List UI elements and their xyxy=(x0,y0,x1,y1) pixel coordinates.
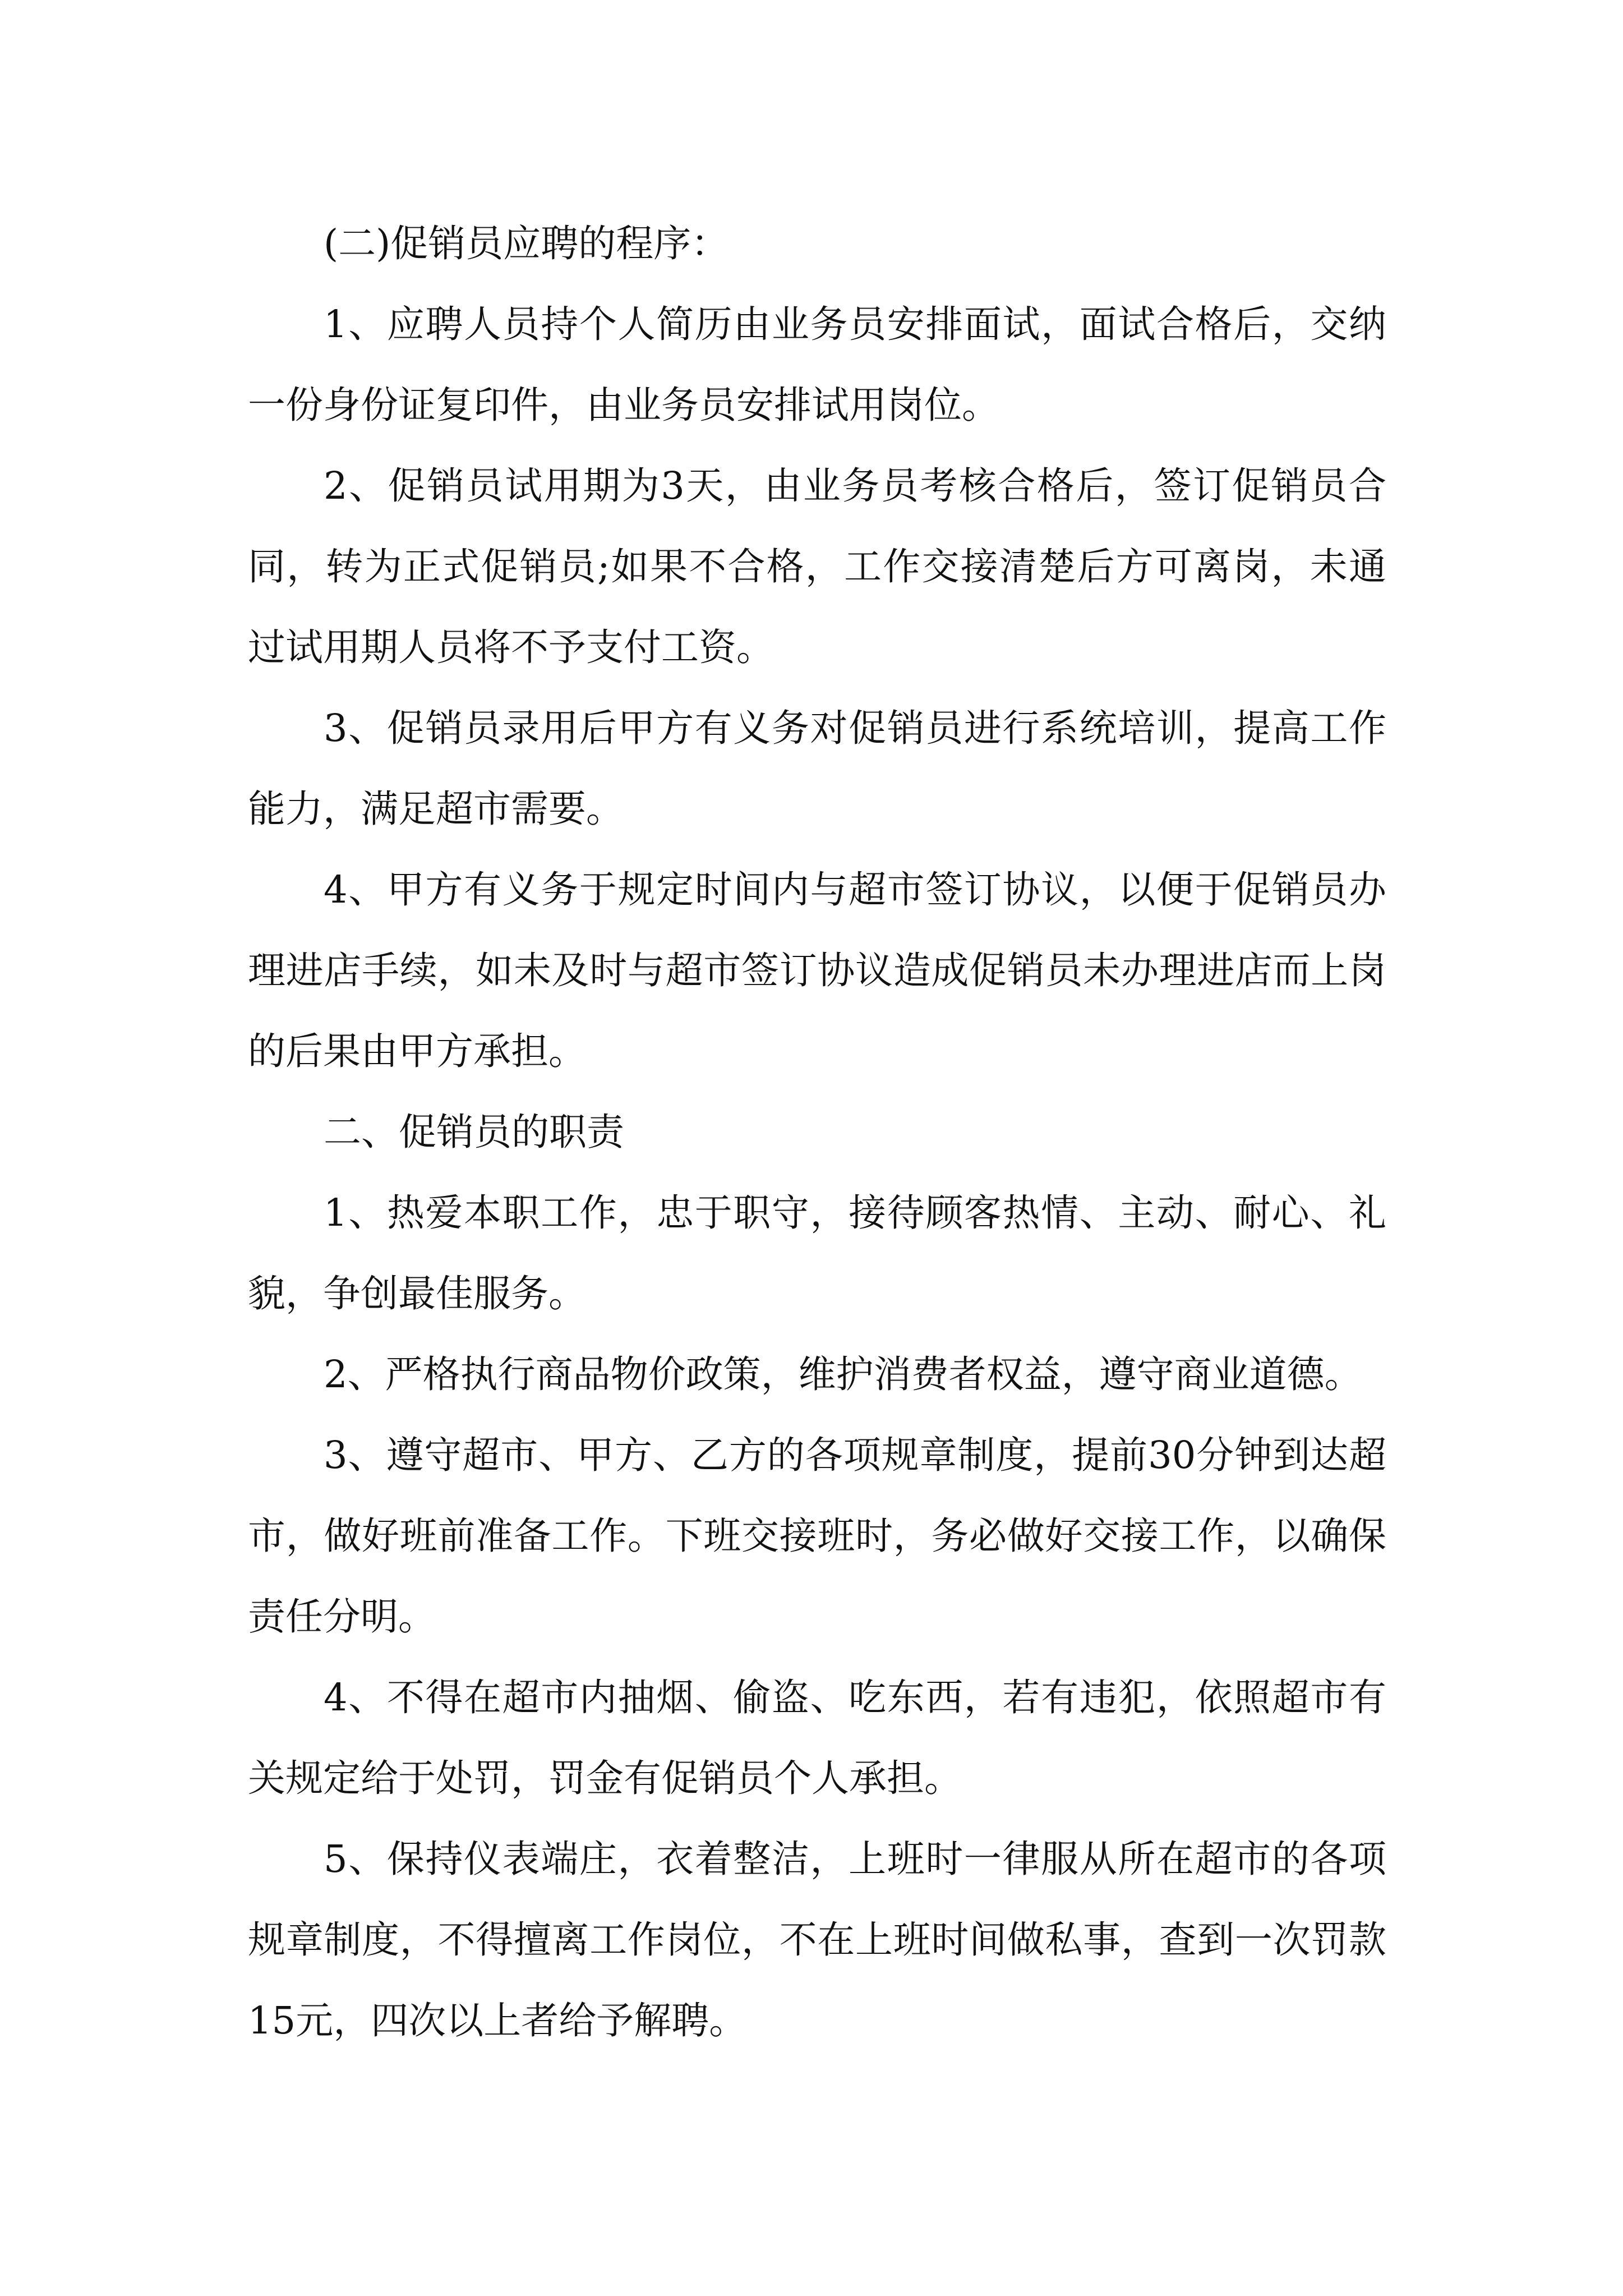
paragraph-duty-4: 4、不得在超市内抽烟、偷盗、吃东西，若有违犯，依照超市有关规定给于处罚，罚金有促销员个人承担。 xyxy=(248,1676,1386,1800)
paragraph-procedure-1: 1、应聘人员持个人简历由业务员安排面试，面试合格后，交纳一份身份证复印件，由业务员安排试用岗位。 xyxy=(248,302,1386,427)
paragraph-duty-3: 3、遵守超市、甲方、乙方的各项规章制度，提前30分钟到达超市，做好班前准备工作。下班交接班时，务必做好交接工作，以确保责任分明。 xyxy=(248,1433,1386,1639)
section-heading-duties: 二、促销员的职责 xyxy=(324,1110,624,1154)
paragraph-duty-1: 1、热爱本职工作，忠于职守，接待顾客热情、主动、耐心、礼貌，争创最佳服务。 xyxy=(248,1191,1386,1315)
paragraph-procedure-2: 2、促销员试用期为3天，由业务员考核合格后，签订促销员合同，转为正式促销员;如果不合格，工作交接清楚后方可离岗，未通过试用期人员将不予支付工资。 xyxy=(248,464,1386,669)
paragraph-procedure-3: 3、促销员录用后甲方有义务对促销员进行系统培训，提高工作能力，满足超市需要。 xyxy=(248,706,1386,831)
paragraph-duty-5: 5、保持仪表端庄，衣着整洁，上班时一律服从所在超市的各项规章制度，不得擅离工作岗位，不在上班时间做私事，查到一次罚款15元，四次以上者给予解聘。 xyxy=(248,1837,1386,2042)
paragraph-duty-2: 2、严格执行商品物价政策，维护消费者权益，遵守商业道德。 xyxy=(324,1352,1362,1396)
paragraph-procedure-4: 4、甲方有义务于规定时间内与超市签订协议，以便于促销员办理进店手续，如未及时与超市签订协议造成促销员未办理进店而上岗的后果由甲方承担。 xyxy=(248,868,1386,1073)
document-body xyxy=(248,203,1386,2061)
section-heading-application-procedure: (二)促销员应聘的程序： xyxy=(324,222,729,265)
